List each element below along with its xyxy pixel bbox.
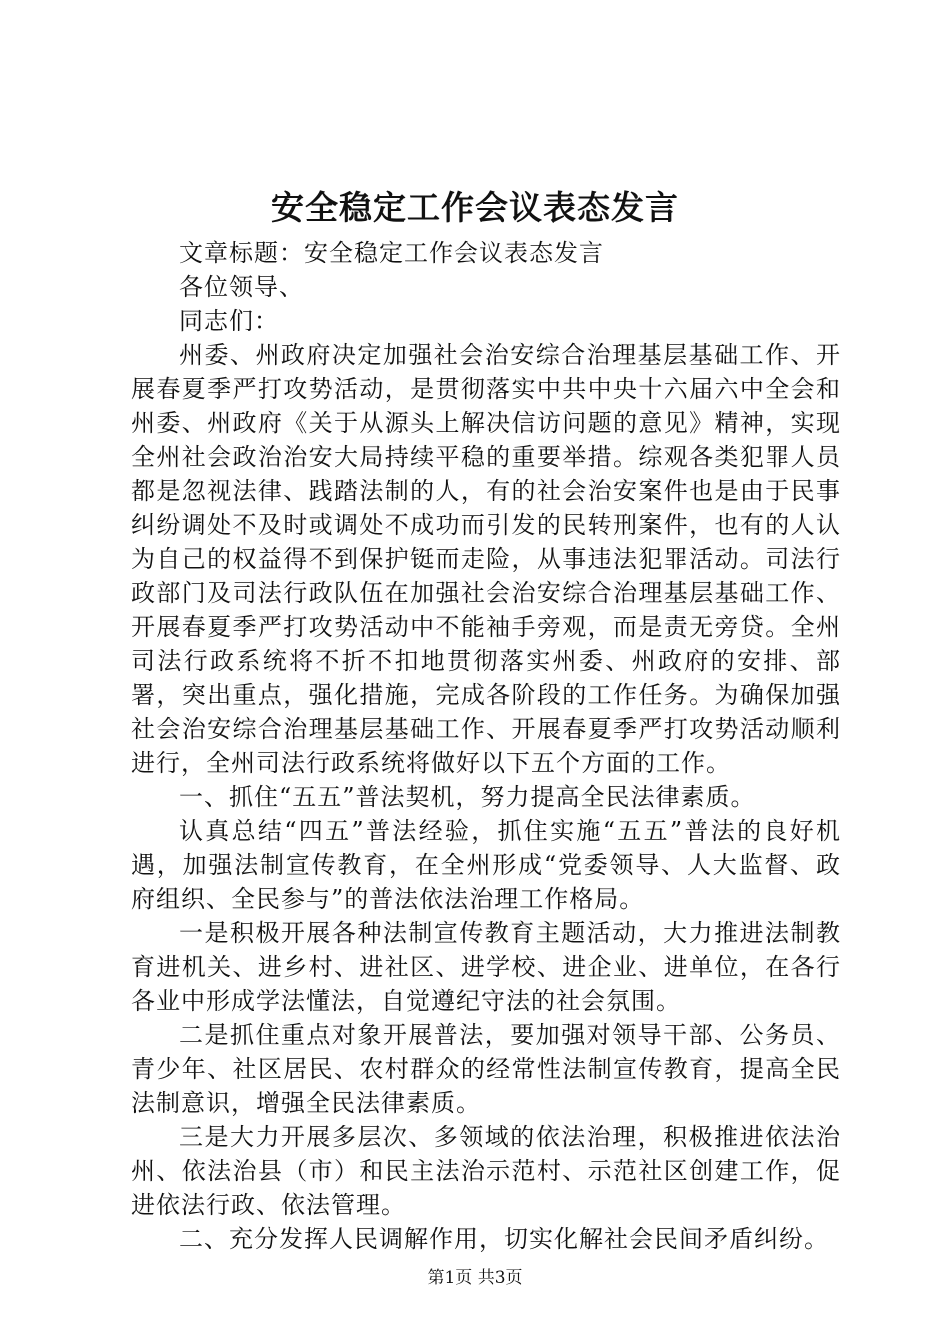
document-body <box>131 236 841 1256</box>
page-number-footer: 第1页 共3页 <box>427 1268 523 1288</box>
paragraph-salutation-comrades: 同志们： <box>179 307 279 335</box>
paragraph-point-1: 一是积极开展各种法制宣传教育主题活动，大力推进法制教育进机关、进乡村、进社区、进学校、进企业、进单位，在各行各业中形成学法懂法，自觉遵纪守法的社会氛围。 <box>131 919 841 1015</box>
section-heading-2: 二、充分发挥人民调解作用，切实化解社会民间矛盾纠纷。 <box>179 1225 829 1253</box>
section-heading-1: 一、抓住“五五”普法契机，努力提高全民法律素质。 <box>179 783 756 811</box>
paragraph-point-2: 二是抓住重点对象开展普法，要加强对领导干部、公务员、青少年、社区居民、农村群众的经常性法制宣传教育，提高全民法制意识，增强全民法律素质。 <box>131 1021 841 1117</box>
paragraph-point-3: 三是大力开展多层次、多领域的依法治理，积极推进依法治州、依法治县（市）和民主法治示范村、示范社区创建工作，促进依法行政、依法管理。 <box>131 1123 841 1219</box>
paragraph-article-title: 文章标题：安全稳定工作会议表态发言 <box>179 239 604 267</box>
paragraph-section-1-summary: 认真总结“四五”普法经验，抓住实施“五五”普法的良好机遇，加强法制宣传教育，在全州形成“党委领导、人大监督、政府组织、全民参与”的普法依法治理工作格局。 <box>131 817 841 913</box>
paragraph-intro: 州委、州政府决定加强社会治安综合治理基层基础工作、开展春夏季严打攻势活动，是贯彻落实中共中央十六届六中全会和州委、州政府《关于从源头上解决信访问题的意见》精神，实现全州社会政治治安大局持续平稳的重要举措。综观各类犯罪人员都是忽视法律、践踏法制的人，有的社会治安案件也是由于民事纠纷调处不及时或调处不成功而引发的民转刑案件，也有的人认为自己的权益得不到保护铤而走险，从事违法犯罪活动。司法行政部门及司法行政队伍在加强社会治安综合治理基层基础工作、开展春夏季严打攻势活动中不能袖手旁观，而是责无旁贷。全州司法行政系统将不折不扣地贯彻落实州委、州政府的安排、部署，突出重点，强化措施，完成各阶段的工作任务。为确保加强社会治安综合治理基层基础工作、开展春夏季严打攻势活动顺利进行，全州司法行政系统将做好以下五个方面的工作。 <box>131 341 841 777</box>
document-title: 安全稳定工作会议表态发言 <box>271 188 679 227</box>
paragraph-salutation-leaders: 各位领导、 <box>179 273 304 301</box>
